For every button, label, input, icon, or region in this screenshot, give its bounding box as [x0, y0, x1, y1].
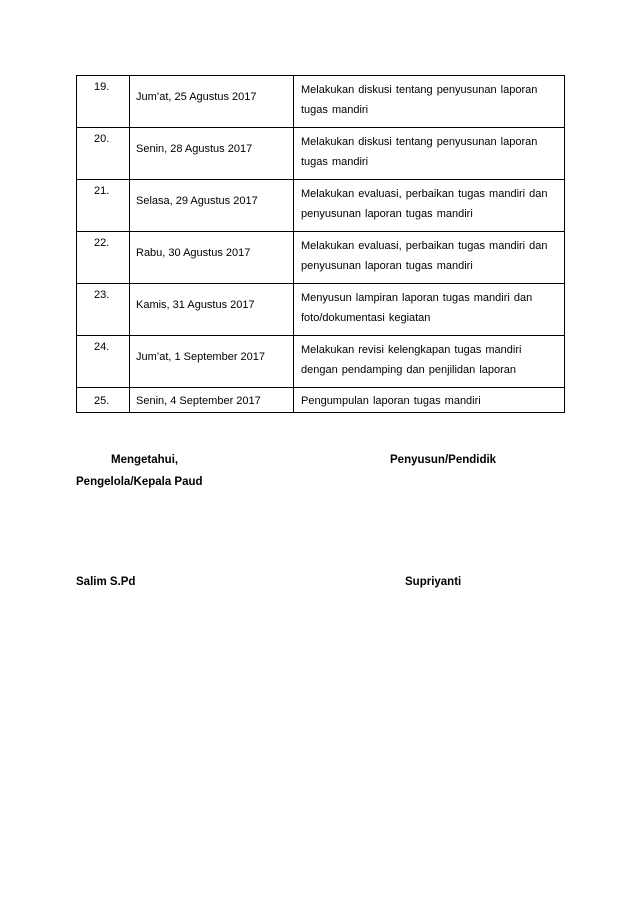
schedule-table — [76, 75, 565, 413]
compiler-role: Penyusun/Pendidik — [390, 454, 497, 466]
table-row — [77, 232, 565, 284]
activity-cell — [294, 284, 565, 336]
manager-name: Salim S.Pd — [76, 576, 136, 588]
date-cell — [130, 128, 294, 180]
table-row — [77, 76, 565, 128]
row-number-cell — [77, 388, 130, 413]
activity-cell — [294, 180, 565, 232]
row-date: Senin, 4 September 2017 — [136, 395, 261, 407]
row-number: 21. — [94, 185, 110, 197]
row-number: 24. — [94, 341, 110, 353]
row-date: Rabu, 30 Agustus 2017 — [136, 247, 251, 259]
date-cell — [130, 232, 294, 284]
activity-cell — [294, 336, 565, 388]
row-date: Jum’at, 1 September 2017 — [136, 351, 266, 363]
table-row — [77, 128, 565, 180]
acknowledged-heading: Mengetahui, — [111, 454, 179, 466]
manager-role: Pengelola/Kepala Paud — [76, 476, 203, 488]
row-number-cell — [77, 180, 130, 232]
row-number: 20. — [94, 133, 110, 145]
date-cell — [130, 336, 294, 388]
row-date: Jum’at, 25 Agustus 2017 — [136, 91, 257, 103]
table-row — [77, 336, 565, 388]
row-date: Kamis, 31 Agustus 2017 — [136, 299, 255, 311]
row-number-cell — [77, 232, 130, 284]
activity-cell — [294, 388, 565, 413]
table-row — [77, 180, 565, 232]
date-cell — [130, 76, 294, 128]
row-activity: Pengumpulan laporan tugas mandiri — [301, 395, 481, 407]
row-number: 19. — [94, 81, 110, 93]
activity-cell — [294, 232, 565, 284]
row-number-cell — [77, 284, 130, 336]
row-number-cell — [77, 336, 130, 388]
date-cell — [130, 284, 294, 336]
row-activity: Melakukan evaluasi, perbaikan tugas mandiri dan penyusunan laporan tugas mandiri — [301, 240, 548, 272]
row-activity: Melakukan revisi kelengkapan tugas mandiri dengan pendamping dan penjilidan laporan — [301, 344, 522, 376]
row-number-cell — [77, 76, 130, 128]
row-activity: Melakukan diskusi tentang penyusunan laporan tugas mandiri — [301, 136, 538, 168]
row-date: Senin, 28 Agustus 2017 — [136, 143, 253, 155]
activity-cell — [294, 76, 565, 128]
row-number: 25. — [94, 395, 110, 407]
activity-cell — [294, 128, 565, 180]
row-number: 23. — [94, 289, 110, 301]
compiler-name: Supriyanti — [405, 576, 462, 588]
row-number-cell — [77, 128, 130, 180]
table-row — [77, 284, 565, 336]
row-activity: Melakukan evaluasi, perbaikan tugas mandiri dan penyusunan laporan tugas mandiri — [301, 188, 548, 220]
table-row — [77, 388, 565, 413]
row-activity: Menyusun lampiran laporan tugas mandiri dan foto/dokumentasi kegiatan — [301, 292, 533, 324]
date-cell — [130, 388, 294, 413]
date-cell — [130, 180, 294, 232]
row-activity: Melakukan diskusi tentang penyusunan laporan tugas mandiri — [301, 84, 538, 116]
row-date: Selasa, 29 Agustus 2017 — [136, 195, 258, 207]
row-number: 22. — [94, 237, 110, 249]
